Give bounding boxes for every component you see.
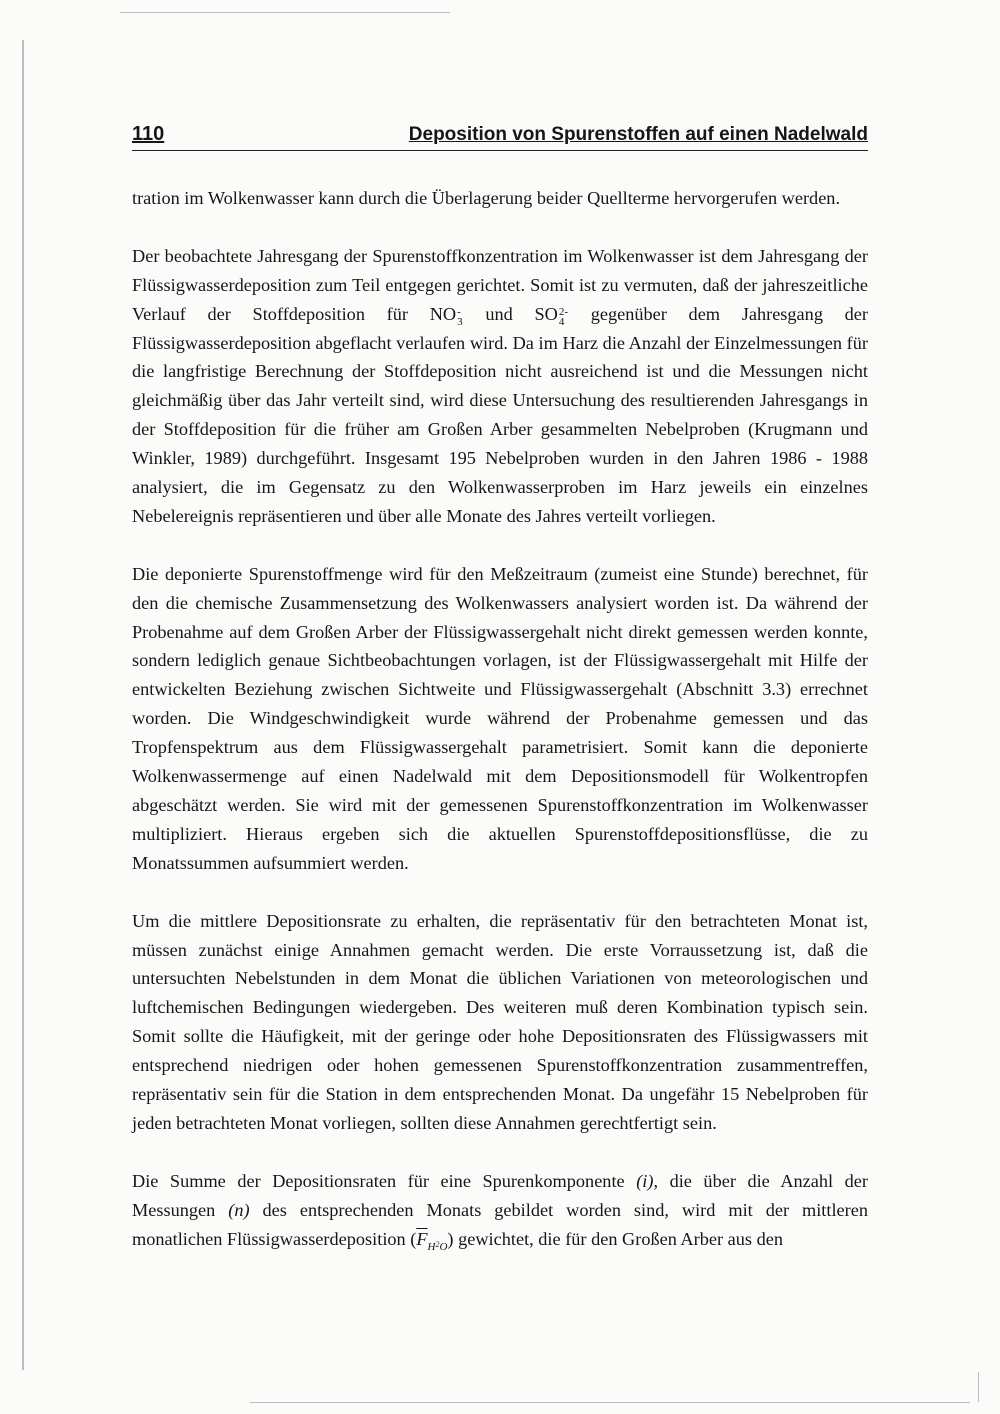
nitrate-index: 3 [457, 315, 463, 328]
variable-n: (n) [228, 1199, 250, 1220]
paragraph-1: tration im Wolkenwasser kann durch die Überlagerung beider Quellterme hervorgerufen werden. [132, 188, 841, 208]
paragraph-2-text-c: und [463, 303, 535, 324]
paragraph-5-text-c: des entsprechenden Monats gebildet worden sind, wird mit der mittleren monatlichen Flüssigwasserdeposition ( [132, 1199, 868, 1249]
sulfate-symbol: SO [534, 303, 558, 324]
sulfate-charge: 2- [558, 305, 568, 318]
paragraph-2-text-a: Der beobachtete Jahresgang der Spurenstoffkonzentration im Wolkenwasser ist dem Jahresgang der Flüssigwasserdeposition zum Teil entgegen gerichtet. Somit ist zu vermuten, [132, 245, 868, 295]
flux-subscript-O: O [439, 1240, 448, 1253]
sulfate-formula [534, 303, 569, 328]
nitrate-charge: - [457, 305, 461, 318]
running-title: Deposition von Spurenstoffen auf einen Nadelwald [408, 124, 868, 145]
sulfate-index: 4 [558, 315, 565, 328]
body-text [132, 184, 868, 1261]
page-header [132, 120, 868, 151]
scan-edge-line-top [120, 12, 450, 13]
mean-flux-symbol [416, 1228, 448, 1253]
scan-edge-line-right [978, 1372, 979, 1402]
flux-subscript-H: H [427, 1240, 436, 1253]
paragraph-4: Um die mittlere Depositionsrate zu erhalten, die repräsentativ für den betrachteten Monat ist, müssen zunächst einige Annahmen gemacht werden. Die erste Vorraussetzung ist, daß die untersuchten Nebelstunden in dem Monat die üblichen Variationen von meteorologischen und luftchemischen Bedingungen wiedergeben. Des weiteren muß deren Kombination typisch sein. Somit sollte die Häufigkeit, mit der geringe oder hohe Depositionsraten des Flüssigwassers mit entsprechend niedrigen oder hohen gemessenen Spurenstoffkonzentration zusammentreffen, repräsentativ sein für die Station in dem entsprechenden Monat. Da ungefähr 15 Nebelproben für jeden betrachteten Monat vorliegen, sollten diese Annahmen gerechtfertigt sein. [132, 910, 868, 1133]
variable-i: (i) [636, 1170, 654, 1191]
sulfate-scripts [559, 307, 568, 327]
paragraph-5-text-a: Die Summe der Depositionsraten für eine Spurenkomponente [132, 1170, 637, 1191]
page-number: 110 [132, 123, 165, 145]
scan-edge-line-left [22, 40, 24, 1370]
paragraph-5 [132, 1167, 868, 1262]
paragraph-3: Die deponierte Spurenstoffmenge wird für den Meßzeitraum (zumeist eine Stunde) berechnet, für den die chemische Zusammensetzung des Wolkenwassers analysiert worden ist. Da während der Probenahme auf dem Großen Arber der Flüssigwassergehalt nicht direkt gemessen werden konnte, sondern lediglich genaue Sichtbeobachtungen vorlagen, ist der Flüssigwassergehalt mit Hilfe der entwickelten Beziehung zwischen Sichtweite und Flüssigwassergehalt (Abschnitt 3.3) errechnet worden. Die Windgeschwindigkeit wurde während der Probenahme gemessen und das Tropfenspektrum aus dem Flüssigwassergehalt parametrisiert. Somit kann die deponierte Wolkenwassermenge auf einen Nadelwald mit dem Depositionsmodell für Wolkentropfen abgeschätzt werden. Sie wird mit der gemessenen Spurenstoffkonzentration im Wolkenwasser multipliziert. Hieraus ergeben sich die aktuellen Spurenstoffdepositionsflüsse, die zu Monatssummen aufsummiert werden. [132, 563, 868, 873]
nitrate-formula [429, 303, 464, 328]
paragraph-5-text-d: ) gewichtet, die für den Großen Arber aus den [447, 1228, 783, 1249]
paragraph-5-text-b: , die über die Anzahl der Messungen [132, 1170, 868, 1220]
paragraph-2-text-b: daß der jahreszeitliche Verlauf der Stoffdeposition für [132, 274, 868, 324]
scan-edge-line-bottom [250, 1402, 970, 1403]
flux-symbol-F: $\overline{F}$ [416, 1228, 428, 1249]
paragraph-2-text-d: gegenüber dem Jahresgang der Flüssigwasserdeposition abgeflacht verlaufen wird. Da im Harz die Anzahl der Einzelmessungen für die langfristige Berechnung der Stoffdeposition nicht ausreichend ist und die Messungen nicht gleichmäßig über das Jahr verteilt sind, wird diese Untersuchung des resultierenden Jahresgangs in der Stoffdeposition für die früher am Großen Arber gesammelten Nebelproben (Krugmann und Winkler, 1989) durchgeführt. Insgesamt 195 Nebelproben wurden in den Jahren 1986 - 1988 analysiert, die im Gegensatz zu den Wolkenwasserproben im Harz jeweils ein einzelnes Nebelereignis repräsentieren und über alle Monate des Jahres verteilt vorliegen. [132, 303, 869, 526]
nitrate-symbol: NO [429, 303, 457, 324]
nitrate-scripts [457, 307, 463, 327]
flux-subscript-2: 2 [435, 1239, 440, 1249]
paragraph-2 [132, 242, 868, 531]
